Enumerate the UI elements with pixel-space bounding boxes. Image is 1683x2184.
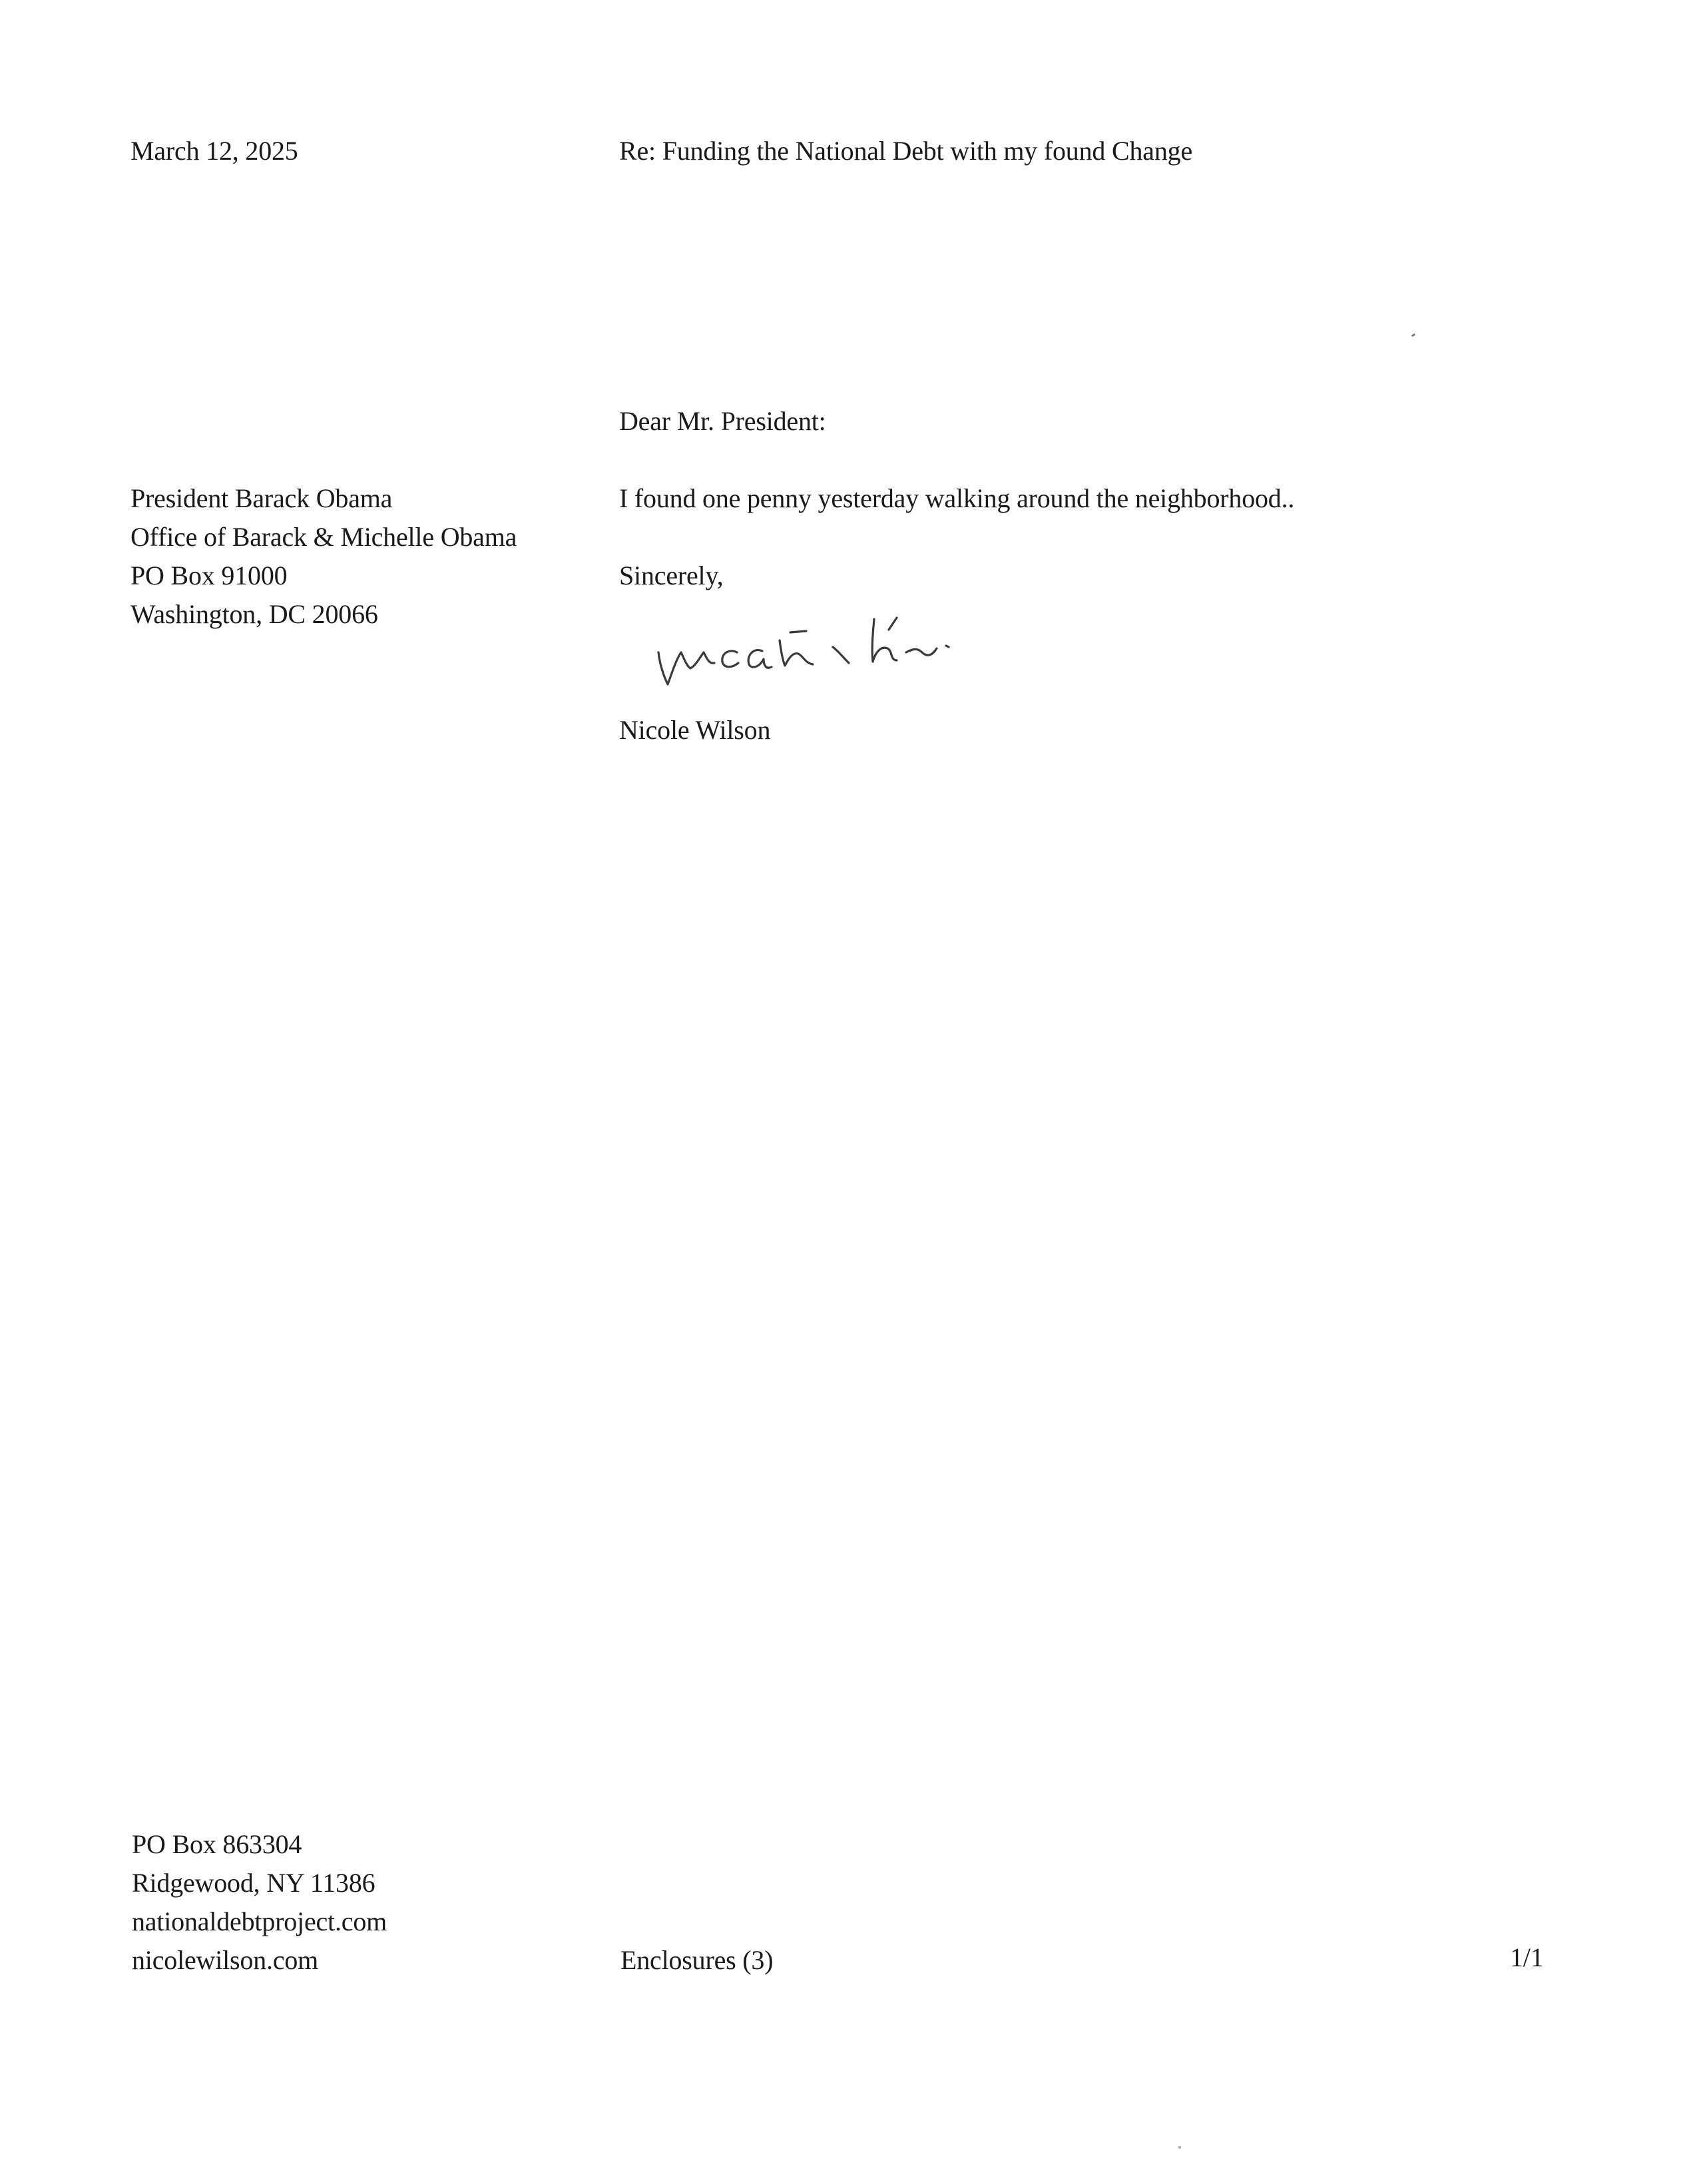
letter-subject: Re: Funding the National Debt with my found Change [619, 136, 1192, 166]
recipient-address [130, 479, 517, 634]
signer-name: Nicole Wilson [619, 715, 771, 745]
scan-speck [1411, 333, 1416, 337]
letter-date: March 12, 2025 [130, 136, 298, 166]
recipient-line: Office of Barack & Michelle Obama [130, 522, 517, 552]
sender-line: nationaldebtproject.com [132, 1906, 387, 1936]
recipient-line: President Barack Obama [130, 483, 393, 513]
recipient-line: Washington, DC 20066 [130, 599, 378, 629]
closing: Sincerely, [619, 560, 724, 590]
enclosures-note: Enclosures (3) [620, 1945, 774, 1975]
sender-line: Ridgewood, NY 11386 [132, 1868, 375, 1898]
sender-line: nicolewilson.com [132, 1945, 319, 1975]
page-number: 1/1 [1510, 1942, 1544, 1972]
sender-address [132, 1825, 387, 1980]
sender-line: PO Box 863304 [132, 1829, 302, 1859]
scan-speck [1178, 2146, 1181, 2149]
salutation: Dear Mr. President: [619, 406, 826, 436]
recipient-line: PO Box 91000 [130, 560, 288, 590]
handwritten-signature-icon [649, 591, 995, 704]
letter-body: I found one penny yesterday walking around the neighborhood.. [619, 483, 1295, 513]
